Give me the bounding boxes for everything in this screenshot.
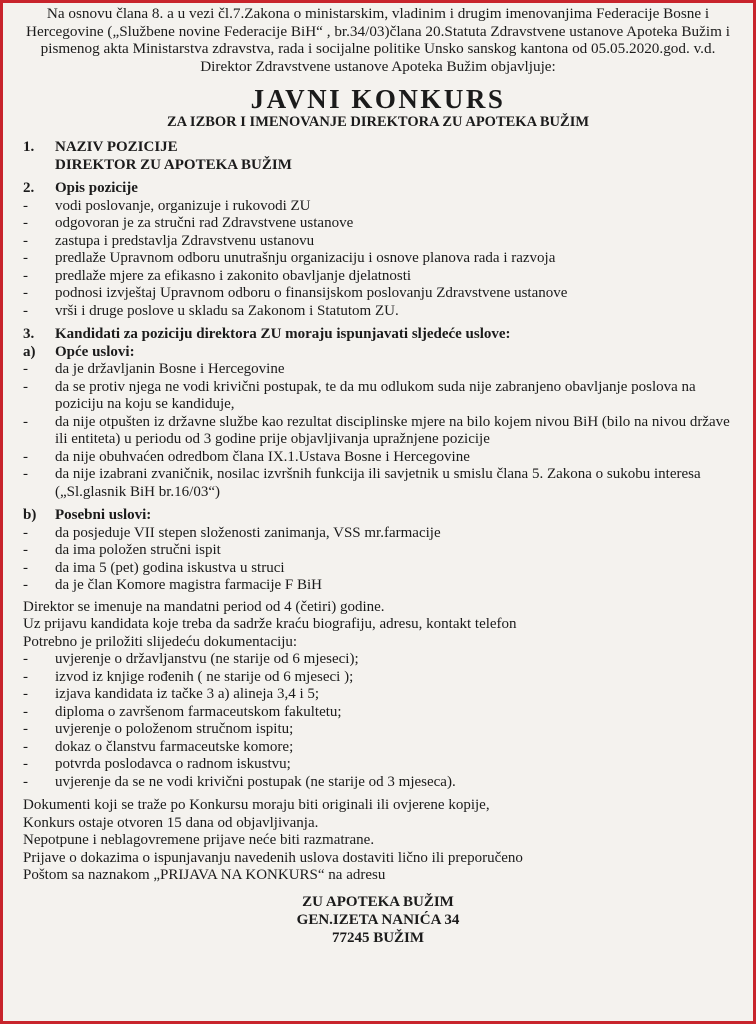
- address-line: 77245 BUŽIM: [331, 929, 425, 946]
- closing-line: Konkurs ostaje otvoren 15 dana od objavljivanja.: [23, 814, 319, 831]
- section-heading: Kandidati za poziciju direktora ZU moraju ispunjavati sljedeće uslove:: [55, 326, 511, 343]
- page-title: JAVNI KONKURS: [250, 84, 506, 115]
- duties-list: [23, 198, 733, 321]
- list-item: - dokaz o članstvu farmaceutske komore;: [23, 739, 733, 757]
- list-item: - da nije obuhvaćen odredbom člana IX.1.Ustava Bosne i Hercegovine: [23, 449, 733, 467]
- address-line: GEN.IZETA NANIĆA 34: [296, 911, 460, 928]
- list-item: - da je član Komore magistra farmacije F BiH: [23, 577, 733, 595]
- section-requirements: [23, 326, 733, 595]
- list-item: - uvjerenje o položenom stručnom ispitu;: [23, 721, 733, 739]
- list-item: - potvrda poslodavca o radnom iskustvu;: [23, 756, 733, 774]
- mandate-text: Direktor se imenuje na mandatni period od 4 (četiri) godine.: [23, 598, 385, 615]
- list-item: - predlaže Upravnom odboru unutrašnju organizaciju i osnove planova rada i razvoja: [23, 250, 733, 268]
- position-title: DIREKTOR ZU APOTEKA BUŽIM: [55, 156, 292, 173]
- documents-list: [23, 651, 733, 791]
- list-item: - uvjerenje o državljanstvu (ne starije od 6 mjeseci);: [23, 651, 733, 669]
- list-item: - odgovoran je za stručni rad Zdravstvene ustanove: [23, 215, 733, 233]
- section-position-name: [23, 139, 733, 174]
- closing-line: Prijave o dokazima o ispunjavanju navedenih uslova dostaviti lično ili preporučeno: [23, 849, 523, 866]
- list-item: - da ima položen stručni ispit: [23, 542, 733, 560]
- section-heading: Opis pozicije: [55, 180, 138, 197]
- documents-intro: Potrebno je priložiti slijedeću dokumentaciju:: [23, 633, 298, 650]
- intro-paragraph: Na osnovu člana 8. a u vezi čl.7.Zakona o ministarskim, vladinim i drugim imenovanjima Federacije Bosne i Hercegovine („Službene novine Federacije BiH“ , br.34/03)člana 20.Statuta Zdravstvene ustanove Apoteka Bužim i pismenog akta Ministarstva zdravstva, rada i socijalne politike Unsko sanskog kantona od 05.05.2020.god. v.d. Direktor Zdravstvene ustanove Apoteka Bužim objavljuje:: [26, 5, 730, 75]
- list-item: - vrši i druge poslove u skladu sa Zakonom i Statutom ZU.: [23, 303, 733, 321]
- page-subtitle: ZA IZBOR I IMENOVANJE DIREKTORA ZU APOTEKA BUŽIM: [166, 114, 590, 131]
- address-block: [23, 893, 733, 947]
- list-item: - da je državljanin Bosne i Hercegovine: [23, 361, 733, 379]
- list-item: - diploma o završenom farmaceutskom fakultetu;: [23, 704, 733, 722]
- section-description: [23, 180, 733, 320]
- special-conditions-list: [23, 525, 733, 595]
- list-item: - zastupa i predstavlja Zdravstvenu ustanovu: [23, 233, 733, 251]
- closing-line: Poštom sa naznakom „PRIJAVA NA KONKURS“ na adresu: [23, 867, 386, 884]
- section-number: 3.: [23, 326, 35, 343]
- general-conditions-list: [23, 361, 733, 501]
- list-item: - predlaže mjere za efikasno i zakonito obavljanje djelatnosti: [23, 268, 733, 286]
- subsection-label: b): [23, 507, 37, 524]
- subsection-heading: Posebni uslovi:: [55, 507, 152, 524]
- closing-line: Nepotpune i neblagovremene prijave neće biti razmatrane.: [23, 832, 375, 849]
- list-item: - uvjerenje da se ne vodi krivični postupak (ne starije od 3 mjeseca).: [23, 774, 733, 792]
- subsection-heading: Opće uslovi:: [55, 343, 135, 360]
- list-item: - da se protiv njega ne vodi krivični postupak, te da mu odlukom suda nije zabranjeno obavljanje poslova na poziciju na koju se kandiduje,: [23, 379, 733, 414]
- section-number: 2.: [23, 180, 35, 197]
- address-line: ZU APOTEKA BUŽIM: [302, 893, 454, 910]
- subsection-label: a): [23, 343, 36, 360]
- section-heading: NAZIV POZICIJE: [55, 139, 178, 156]
- list-item: - vodi poslovanje, organizuje i rukovodi ZU: [23, 198, 733, 216]
- list-item: - izvod iz knjige rođenih ( ne starije od 6 mjeseci );: [23, 669, 733, 687]
- list-item: - da nije izabrani zvaničnik, nosilac izvršnih funkcija ili savjetnik u smislu člana 5. Zakona o sukobu interesa („Sl.glasnik BiH br.16/03“): [23, 466, 733, 501]
- closing-line: Dokumenti koji se traže po Konkursu moraju biti originali ili ovjerene kopije,: [23, 797, 490, 814]
- list-item: - izjava kandidata iz tačke 3 a) alineja 3,4 i 5;: [23, 686, 733, 704]
- list-item: - da nije otpušten iz državne službe kao rezultat disciplinske mjere na bilo kojem nivou BiH (bilo na nivou države ili entiteta) u periodu od 3 godine prije objavljivanja upražnjene pozicije: [23, 414, 733, 449]
- section-number: 1.: [23, 139, 35, 156]
- list-item: - da posjeduje VII stepen složenosti zanimanja, VSS mr.farmacije: [23, 525, 733, 543]
- list-item: - podnosi izvještaj Upravnom odboru o finansijskom poslovanju Zdravstvene ustanove: [23, 285, 733, 303]
- list-item: - da ima 5 (pet) godina iskustva u struci: [23, 560, 733, 578]
- application-text: Uz prijavu kandidata koje treba da sadrže kraću biografiju, adresu, kontakt telefon: [23, 616, 517, 633]
